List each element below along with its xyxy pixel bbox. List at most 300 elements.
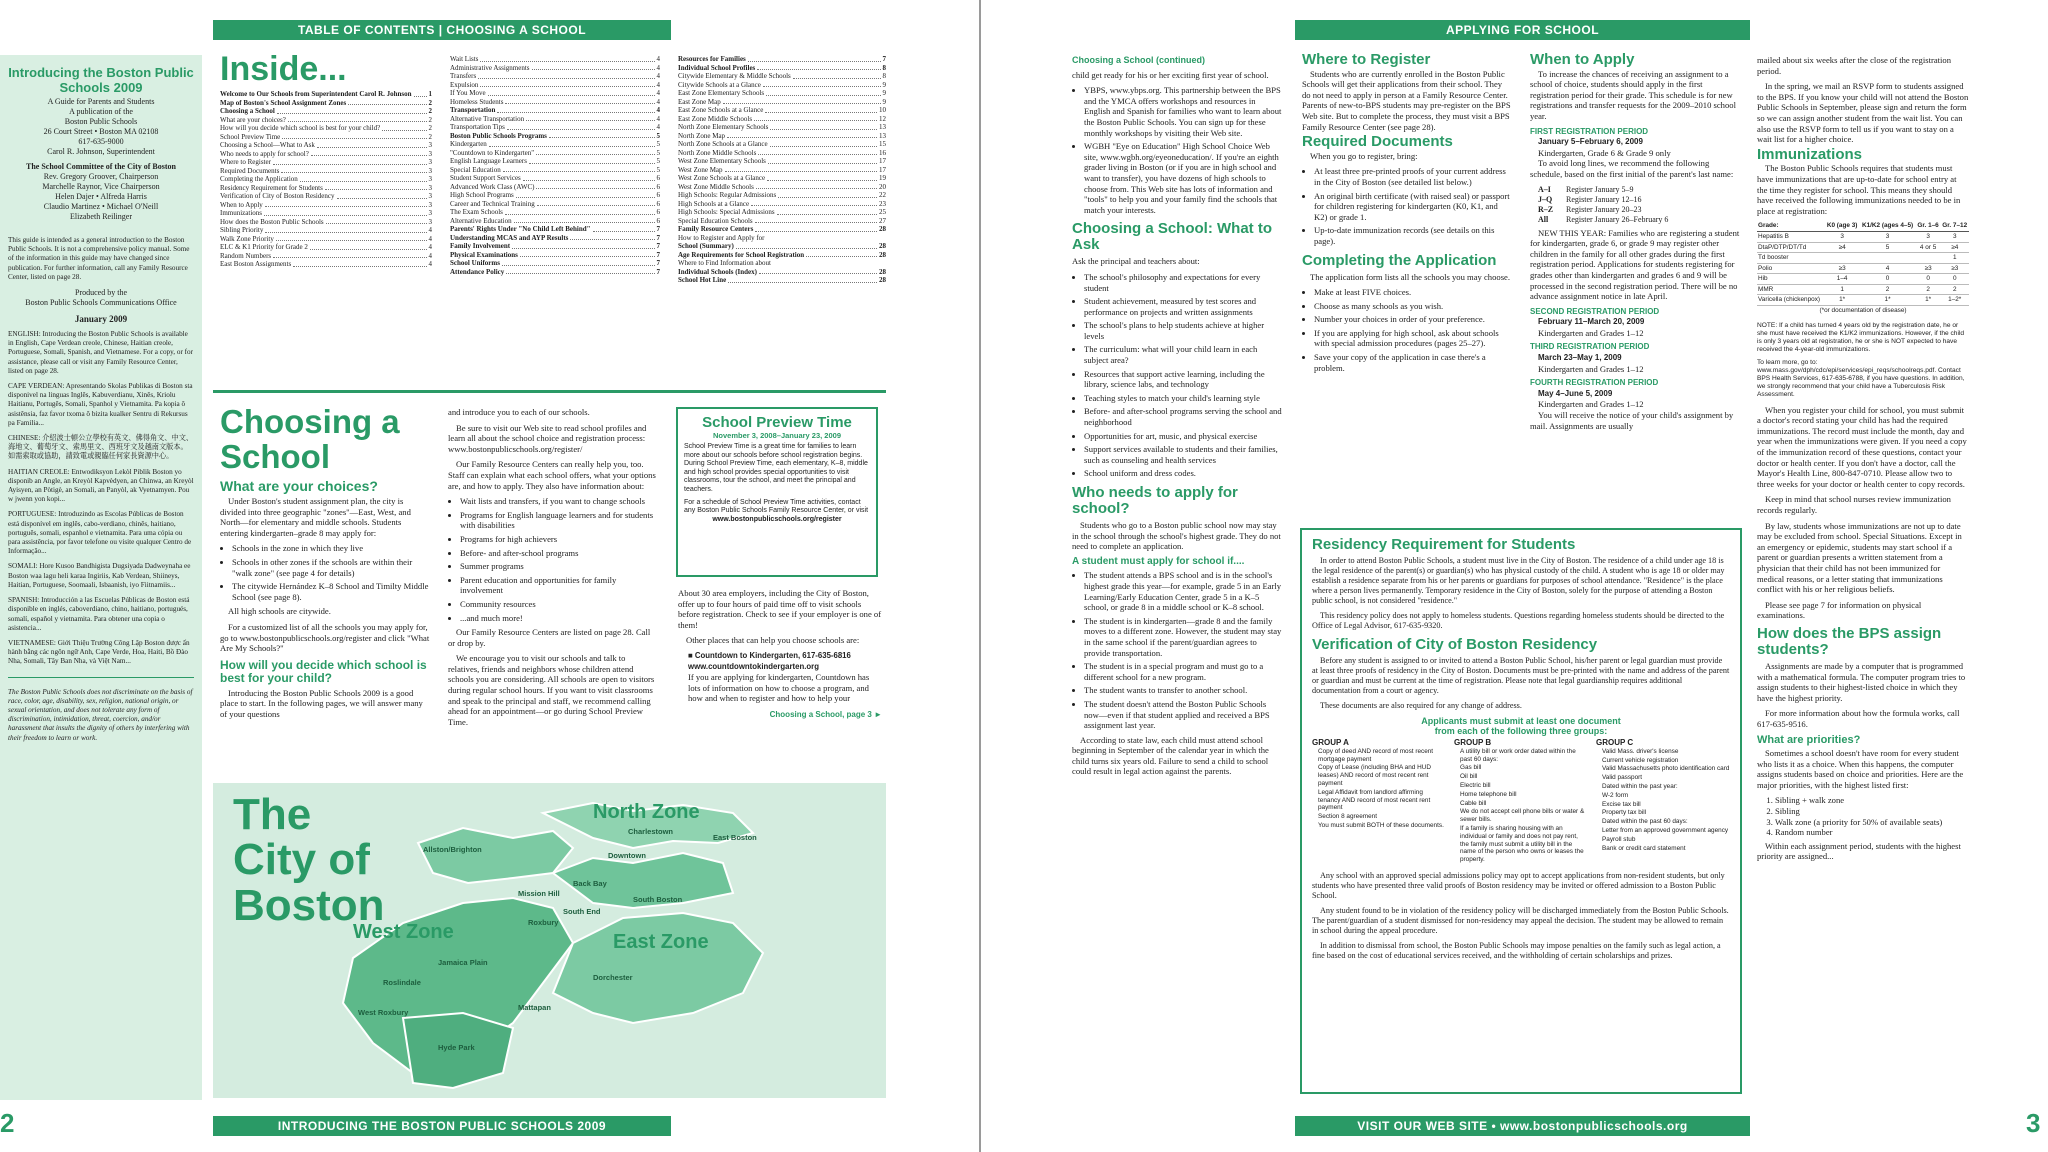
document-group-item: Dated within the past 60 days: (1602, 818, 1688, 826)
toc-leader-dots (759, 268, 877, 275)
toc-leader-dots (723, 98, 881, 105)
toc-entry[interactable] (220, 252, 432, 261)
toc-entry-title: Transportation Tips (450, 123, 505, 131)
toc-entry-page: 6 (656, 216, 660, 225)
toc-leader-dots (755, 217, 877, 224)
toc-entry[interactable] (678, 123, 886, 132)
far-paragraph: mailed about six weeks after the close of the registration period. (1757, 55, 1952, 76)
toc-entry[interactable] (450, 183, 660, 192)
far-paragraph: By law, students whose immunizations are not up to date may be excluded from school. Special Situations. Except in an emergency or epidemic, students may start school if a parent or guardian presents a written statement from a physician that their child has not been immunized for medical reasons, or a letter stating that immunizations conflict with his or her religious beliefs. (1757, 520, 1962, 595)
must-apply-item: • The student attends a BPS school and is in the school's highest grade this year—for example, grade 5 in an Early Learning/Early Education Center, grade 5 in a K–5 school, or grade 8 in a middle school or K–8 school. (1084, 570, 1282, 612)
toc-entry-page: 28 (879, 250, 886, 259)
toc-column-3 (678, 55, 886, 285)
toc-entry-title: Individual School Profiles (678, 63, 756, 72)
document-group (1596, 739, 1730, 865)
toc-entry-title: North Zone Schools at a Glance (678, 140, 768, 148)
continued-link[interactable]: Choosing a School, page 3 ► (769, 709, 882, 719)
toc-entry-page: 2 (428, 124, 432, 132)
immunization-cell: 3 (1859, 231, 1915, 242)
toc-entry[interactable] (450, 72, 660, 81)
toc-entry-page: 28 (879, 225, 886, 233)
toc-entry[interactable] (678, 72, 886, 81)
toc-entry-title: Alternative Education (450, 216, 512, 225)
toc-entry[interactable] (678, 174, 886, 183)
immunizations-paragraph: The Boston Public Schools requires that students must have immunizations that are up-to-date for school entry at the time they register for school. This means they should have received the following immunizations needed to be in place at registration: (1757, 163, 1961, 216)
immunization-cell (1859, 253, 1915, 264)
toc-entry-page: 7 (656, 233, 660, 242)
toc-leader-dots (497, 106, 654, 113)
toc-entry[interactable] (678, 234, 886, 243)
choosing-column-2 (448, 407, 658, 732)
toc-leader-dots (755, 225, 877, 232)
toc-entry[interactable] (678, 115, 886, 124)
toc-entry[interactable] (450, 157, 660, 166)
toc-entry[interactable] (678, 132, 886, 141)
toc-entry[interactable] (220, 192, 432, 201)
map-title-line: The (233, 790, 312, 839)
toc-entry[interactable] (450, 123, 660, 132)
toc-entry[interactable] (220, 201, 432, 210)
toc-leader-dots (293, 260, 426, 267)
choosing-title-line1: Choosing a (220, 403, 400, 440)
preview-url[interactable]: www.bostonpublicschools.org/register (712, 515, 842, 523)
sidebar-title: Introducing the Boston Public Schools 2009 (8, 65, 194, 95)
countdown-title: ■ Countdown to Kindergarten, 617-635-6816 (688, 650, 851, 660)
sidebar-line: A Guide for Parents and Students (47, 97, 155, 106)
schedule-dates: Register January 26–February 6 (1566, 214, 1669, 224)
toc-entry[interactable] (678, 208, 886, 217)
toc-entry[interactable] (450, 200, 660, 209)
toc-entry[interactable] (220, 243, 432, 252)
toc-entry[interactable] (678, 55, 886, 64)
residency-box (1300, 528, 1742, 1094)
toc-leader-dots (382, 124, 426, 131)
toc-entry[interactable] (450, 81, 660, 90)
toc-entry-page: 4 (656, 63, 660, 72)
toc-entry[interactable] (678, 106, 886, 115)
toc-leader-dots (317, 141, 427, 148)
continued-column (1072, 55, 1282, 782)
sidebar-rule (8, 677, 194, 678)
immunization-cell: 3 (1825, 231, 1860, 242)
toc-leader-dots (536, 183, 654, 190)
sidebar-date: January 2009 (74, 314, 128, 325)
left-footer-bar: INTRODUCING THE BOSTON PUBLIC SCHOOLS 2009 (213, 1116, 671, 1136)
what-to-ask-heading: Choosing a School: What to Ask (1072, 220, 1272, 254)
immunization-row (1757, 231, 1969, 242)
toc-entry[interactable] (450, 225, 660, 234)
toc-entry-page: 7 (882, 55, 886, 63)
document-group-item: Excise tax bill (1602, 800, 1641, 808)
far-paragraph: When you register your child for school, you must submit a doctor's record stating your child has had the required immunizations. The record must include the month, day and year when the immunizations were given. If you need a copy of the immunization record of these questions, contact your doctor or health center. If you don't have a doctor, call the Mayor's Health Line, 800-847-0710. Please allow two to three weeks for your doctor or health center to copy records. (1757, 404, 1967, 489)
residency-paragraph: This residency policy does not apply to homeless students. Questions regarding homeless students should be directed to the Office of Legal Advisor, 617-635-9320. (1312, 611, 1725, 630)
document-group-item: You must submit BOTH of these documents. (1318, 821, 1444, 829)
toc-entry[interactable] (220, 167, 432, 176)
toc-entry-title: Age Requirements for School Registration (678, 250, 805, 259)
schedule-dates: Register January 5–9 (1566, 184, 1634, 194)
immunization-cell: 2 (1940, 284, 1969, 295)
language-note: SPANISH: Introducción a las Escuelas Públicas de Boston está disponible en inglés, caboverdiano, chino, haitiano, portugués, somalí, español y vietnamita. Para obtener una copia o asistencia... (8, 596, 190, 632)
toc-leader-dots (264, 209, 427, 216)
toc-column-2 (450, 55, 660, 276)
toc-entry[interactable] (678, 242, 886, 251)
toc-entry[interactable] (678, 166, 886, 175)
toc-entry[interactable] (220, 99, 432, 108)
document-item: • Up-to-date immunization records (see details on this page). (1314, 225, 1512, 246)
toc-leader-dots (326, 218, 427, 225)
toc-entry-title: What are your choices? (220, 115, 286, 124)
toc-entry[interactable] (678, 89, 886, 98)
immunization-cell: ≥3 (1916, 263, 1941, 274)
language-note: SOMALI: Hore Kusoo Bandhigista Dugsiyada Dadweynaha ee Boston waa lagu heli karaa Ingiriis, Kab Verdean, Shiineys, Haitian, Portuguese, Soomaali, Isbaanish, iyo Fiitnamiis... (8, 562, 191, 589)
toc-leader-dots (414, 90, 427, 97)
toc-entry[interactable] (220, 235, 432, 244)
toc-entry-page: 4 (428, 234, 432, 243)
immunization-cell: 0 (1916, 274, 1941, 285)
document-item: • An original birth certificate (with raised seal) or passport for children registering for kindergarten (K0, K1, and K2) or grade 1. (1314, 191, 1512, 223)
toc-divider (213, 390, 886, 393)
right-header-bar: APPLYING FOR SCHOOL (1295, 20, 1750, 40)
immunization-cell: 0 (1859, 274, 1915, 285)
must-apply-heading: A student must apply for school if.... (1072, 555, 1245, 567)
toc-entry-title: Career and Technical Training (450, 199, 535, 208)
when-paragraph: To increase the chances of receiving an assignment to a school of choice, students should apply in the first registration period for their grade. This schedule is for new registrations and transfer requests for the 2009–2010 school year. (1530, 68, 1736, 121)
toc-leader-dots (520, 251, 655, 258)
toc-leader-dots (736, 242, 877, 249)
map-neighborhood-label: Roslindale (383, 978, 421, 987)
toc-entry-title: Special Education Schools (678, 216, 753, 225)
who-applies-paragraph: Students who go to a Boston public school now may stay in the school through the school's highest grade. They do not need to complete an application. (1072, 520, 1281, 552)
right-footer-bar: VISIT OUR WEB SITE • www.bostonpublicschools.org (1295, 1116, 1750, 1136)
preview-title: School Preview Time (702, 414, 852, 431)
priority-item: 3. Walk zone (a priority for 50% of available seats) (1775, 817, 1969, 828)
toc-entry[interactable] (450, 251, 660, 260)
toc-entry-title: High Schools: Regular Admissions (678, 191, 777, 199)
far-paragraph: In the spring, we mail an RSVP form to students assigned to the BPS. If you know your child will not attend the Boston Public Schools in September, please sign and return the form so we can assign another student from the wait list. You can also use the RSVP form to tell us if you want to stay on a wait list for a higher choice. (1757, 81, 1969, 145)
map-region-east (553, 913, 763, 1023)
toc-leader-dots (502, 259, 655, 266)
toc-entry-title: "Countdown to Kindergarten" (450, 148, 535, 157)
decide-heading: How will you decide which school is best for your child? (220, 657, 427, 685)
toc-entry[interactable] (678, 276, 886, 285)
toc-entry[interactable] (450, 149, 660, 158)
toc-entry-page: 7 (656, 242, 660, 250)
toc-entry[interactable] (678, 149, 886, 158)
groups-heading: from each of the following three groups: (1434, 726, 1608, 736)
immunization-cell: 1* (1859, 295, 1915, 306)
toc-entry-title: Expulsion (450, 80, 479, 89)
toc-entry-page: 3 (428, 149, 432, 158)
choices-paragraph: Under Boston's student assignment plan, the city is divided into three geographic "zones"—East, West, and North—for elementary and middle schools. Students entering kindergarten–grade 8 may apply for: (220, 496, 411, 538)
toc-entry-title: Student Support Services (450, 174, 521, 182)
toc-entry[interactable] (220, 260, 432, 269)
document-group-item: Copy of Lease (including BHA and HUD leases) AND record of most recent rent payment (1318, 764, 1431, 787)
schedule-dates: Register January 20–23 (1566, 204, 1642, 214)
immunization-cell: 1–2* (1940, 295, 1969, 306)
learn-more-note: To learn more, go to: www.mass.gov/dph/cdc/epi/services/epi_reqs/schoolreqs.pdf. Contact BPS Health Services, 617-635-6788, if you have questions. In addition, we strongly recommend that your child have a Tuberculosis Risk Assessment. (1757, 358, 1965, 398)
toc-entry-page: 7 (656, 225, 660, 233)
application-item: • Number your choices in order of your preference. (1314, 314, 1512, 325)
immunization-cell: 4 or 5 (1916, 242, 1941, 253)
toc-entry[interactable] (450, 106, 660, 115)
toc-entry[interactable] (678, 259, 886, 268)
toc-entry[interactable] (450, 234, 660, 243)
toc-entry[interactable] (220, 116, 432, 125)
toc-entry-page: 4 (656, 89, 660, 97)
language-note: HAITIAN CREOLE: Entwodiksyon Lekòl Piblik Boston yo disponib an Angle, an Kreyòl Kapvèdyen, an Chinwa, an Kreyòl Ayisyen, an Pòtigè, an Somali, an Panyòl, ak Vyetnamyen. Pou w jwenn yon kopi... (8, 467, 194, 504)
toc-entry[interactable] (450, 174, 660, 183)
col2-paragraph: Our Family Resource Centers are listed on page 28. Call or drop by. (448, 627, 651, 648)
toc-entry[interactable] (220, 184, 432, 193)
resource-item: • Before- and after-school programs (460, 548, 658, 559)
toc-entry[interactable] (220, 124, 432, 133)
toc-entry-title: West Zone Schools at a Glance (678, 174, 766, 182)
assignment-notice: You will receive the notice of your child's assignment by mail. Assignments are usually (1530, 410, 1734, 431)
toc-leader-dots (756, 183, 877, 190)
immunization-cell: 4 (1859, 263, 1915, 274)
must-apply-item: • The student doesn't attend the Boston Public Schools now—even if that student applied and received a BPS assignment last year. (1084, 699, 1282, 731)
choice-item: • Schools in other zones if the schools are within their "walk zone" (see page 4 for details) (232, 557, 430, 578)
right-page-number: 3 (2026, 1108, 2041, 1138)
toc-leader-dots (751, 200, 877, 207)
toc-entry-title: West Zone Middle Schools (678, 182, 754, 191)
toc-entry[interactable] (678, 200, 886, 209)
toc-entry[interactable] (450, 217, 660, 226)
immunization-cell: 0 (1940, 274, 1969, 285)
toc-entry-title: East Zone Schools at a Glance (678, 106, 764, 114)
toc-entry-page: 9 (882, 97, 886, 106)
register-paragraph: Students who are currently enrolled in the Boston Public Schools will get their applications from their school. They do not need to apply in person at a Family Resource Center. Parents of new-to-BPS students may pre-register on the BPS Web site. But to complete the process, they must visit a BPS Family Resource Center (see page 28). (1302, 68, 1511, 132)
toc-entry[interactable] (678, 268, 886, 277)
col2-paragraph: Be sure to visit our Web site to read school profiles and learn all about the school choice and registration process: www.bostonpublicschools.org/register/ (448, 422, 647, 454)
toc-entry[interactable] (220, 107, 432, 116)
toc-entry[interactable] (450, 166, 660, 175)
toc-entry-title: High Schools at a Glance (678, 199, 750, 208)
map-neighborhood-label: Back Bay (573, 879, 607, 888)
toc-entry[interactable] (220, 150, 432, 159)
toc-entry[interactable] (450, 89, 660, 98)
immunization-header-cell: K1/K2 (ages 4–5) (1859, 221, 1915, 231)
toc-leader-dots (505, 208, 655, 215)
assign-paragraph: For more information about how the formula works, call 617-635-9516. (1757, 708, 1960, 729)
toc-entry-title: Map of Boston's School Assignment Zones (220, 98, 347, 107)
toc-entry-title: Wait Lists (450, 55, 479, 63)
toc-entry[interactable] (450, 191, 660, 200)
fourth-period-dates: May 4–June 5, 2009 (1538, 388, 1613, 398)
toc-entry-page: 13 (879, 131, 886, 140)
choosing-title-line2: School (220, 438, 331, 475)
toc-entry[interactable] (450, 259, 660, 268)
immunization-cell: Varicella (chickenpox) (1757, 295, 1825, 306)
toc-leader-dots (300, 175, 427, 182)
toc-entry[interactable] (450, 242, 660, 251)
application-item: • Make at least FIVE choices. (1314, 287, 1512, 298)
toc-entry-page: 4 (428, 243, 432, 251)
ask-item: • Resources that support active learning, including the library, science labs, and technology (1084, 369, 1282, 390)
choices-heading: What are your choices? (220, 478, 378, 494)
immunization-cell: Hib (1757, 274, 1825, 285)
toc-entry[interactable] (450, 98, 660, 107)
toc-entry-page: 6 (656, 208, 660, 216)
preview-dates: November 3, 2008–January 23, 2009 (712, 431, 841, 440)
immunization-cell: ≥4 (1940, 242, 1969, 253)
toc-entry-title: Physical Examinations (450, 250, 518, 259)
toc-entry-page: 19 (879, 174, 886, 182)
boston-zone-map (213, 783, 886, 1098)
toc-entry[interactable] (450, 55, 660, 64)
far-paragraph: Keep in mind that school nurses review immunization records regularly. (1757, 494, 1951, 515)
toc-entry-page: 5 (656, 131, 660, 140)
document-group-item: We do not accept cell phone bills or water & sewer bills. (1460, 808, 1585, 824)
schedule-letters: R–Z (1538, 204, 1554, 214)
immunization-cell: 2 (1859, 284, 1915, 295)
toc-entry-page: 3 (428, 217, 432, 226)
document-item: • At least three pre-printed proofs of your current address in the City of Boston (see detailed list below.) (1314, 166, 1512, 187)
col3-paragraph: Other places that can help you choose schools are: (686, 635, 860, 646)
toc-leader-dots (537, 200, 655, 207)
immunization-row (1757, 242, 1969, 253)
toc-entry[interactable] (220, 141, 432, 150)
toc-entry-title: North Zone Map (678, 131, 726, 140)
toc-entry[interactable] (678, 64, 886, 73)
priority-item: 1. Sibling + walk zone (1775, 795, 1969, 806)
immunization-row (1757, 284, 1969, 295)
toc-entry-title: How to Register and Apply for (678, 233, 765, 242)
toc-entry-title: Choosing a School (220, 107, 275, 115)
toc-entry-title: School Preview Time (220, 132, 281, 141)
toc-entry-title: Choosing a School—What to Ask (220, 141, 315, 149)
countdown-url[interactable]: www.countdowntokindergarten.org (688, 661, 819, 671)
toc-entry[interactable] (678, 225, 886, 234)
schedule-row (1538, 195, 1742, 205)
choosing-column-3 (678, 588, 882, 721)
document-group-item: Cable bill (1460, 799, 1487, 807)
toc-entry-page: 5 (656, 165, 660, 174)
schedule-dates: Register January 12–16 (1566, 194, 1642, 204)
toc-entry-title: High Schools: Special Admissions (678, 208, 775, 216)
choosing-column-1 (220, 404, 430, 725)
resource-item: • Summer programs (460, 561, 658, 572)
language-note: ENGLISH: Introducing the Boston Public Schools is available in English, Cape Verdean creole, Chinese, Haitian creole, Portuguese, Somali, Spanish, and Vietnamese. For a copy, or for assistance, please call or visit any Family Resource Center, listed on page 28. (8, 330, 194, 375)
toc-entry-page: 3 (428, 141, 432, 149)
toc-entry[interactable] (678, 217, 886, 226)
map-neighborhood-label: Allston/Brighton (423, 845, 482, 854)
toc-entry[interactable] (678, 191, 886, 200)
toc-leader-dots (770, 123, 877, 130)
toc-entry[interactable] (220, 209, 432, 218)
document-group-item: Copy of deed AND record of most recent mortgage payment (1318, 747, 1434, 763)
preview-body-2: For a schedule of School Preview Time activities, contact any Boston Public Schools Family Resource Center, or visit (684, 498, 869, 515)
toc-entry[interactable] (678, 140, 886, 149)
document-group-item: Home telephone bill (1460, 790, 1517, 798)
toc-entry[interactable] (450, 268, 660, 277)
toc-entry[interactable] (450, 132, 660, 141)
sidebar-panel (0, 55, 202, 1100)
toc-entry[interactable] (678, 157, 886, 166)
toc-entry-title: Walk Zone Priority (220, 234, 274, 243)
residency-paragraph: In order to attend Boston Public Schools, a student must live in the City of Boston. The residence of a child under age 18 is the legal residence of the parent(s) or guardian(s) who has physical custody of the child. A student who is age 18 or older may establish a residence separate from his or her parents or guardians for purposes of school attendance. "Residence" is the place where a person lives permanently. Temporary residence in the City of Boston, solely for the purpose of attending a Boston public school, is not considered "residence." (1312, 556, 1725, 605)
immunization-cell: ≥3 (1825, 263, 1860, 274)
toc-leader-dots (767, 174, 877, 181)
third-period-heading: THIRD REGISTRATION PERIOD (1530, 342, 1650, 352)
toc-entry-title: Homeless Students (450, 97, 504, 106)
toc-leader-dots (529, 157, 655, 164)
toc-entry[interactable] (220, 218, 432, 227)
toc-entry[interactable] (678, 81, 886, 90)
fourth-period-heading: FOURTH REGISTRATION PERIOD (1530, 378, 1659, 388)
toc-entry-title: Attendance Policy (450, 267, 505, 276)
application-item: • Save your copy of the application in case there's a problem. (1314, 352, 1512, 373)
preview-body: School Preview Time is a great time for families to learn more about our schools before school registration begins. During School Preview Time, each elementary, K–8, middle and high school provides special opportunities to visit classrooms, tour the school, and meet the principal and teachers. (684, 443, 868, 493)
map-neighborhood-label: Hyde Park (438, 1043, 475, 1052)
toc-entry-page: 5 (656, 148, 660, 157)
verification-paragraph: Before any student is assigned to or invited to attend a Boston Public School, his/her parent or legal guardian must provide at least three proofs of residency in the City of Boston. Documents must be pre-printed with the name and address of the parent or guardian and must be current at the time of registration. Please note that legal guardianship requires additional documentation from a court or agency. (1312, 656, 1730, 695)
far-paragraph: Please see page 7 for information on physical examinations. (1757, 599, 1922, 621)
map-title-line: City of (233, 835, 370, 884)
immunization-age-note: NOTE: If a child has turned 4 years old by the registration date, he or she must have received the K1/K2 immunizations. However, if the child is only 3 years old at registration, he or she is NOT expected to have received the 4-year-old immunizations. (1757, 321, 1965, 353)
schedule-letters: All (1538, 214, 1549, 224)
col3-paragraph: About 30 area employers, including the City of Boston, offer up to four hours of paid time off to visit schools before registration. Check to see if your employer is one of them! (678, 588, 882, 630)
toc-entry-title: Citywide Elementary & Middle Schools (678, 72, 791, 80)
toc-entry[interactable] (450, 64, 660, 73)
resource-link-item: • WGBH "Eye on Education" High School Choice Web site, www.wgbh.org/eyeoneducation/. If you're an eighth grader living in Boston (or if you are in high school and want to transfer), you have dozens of high schools to choose from. This Web site has lots of information and "tools" to help you and your family find the schools that match your interests. (1084, 141, 1282, 215)
residency-after: Any student found to be in violation of the residency policy will be discharged immediately from the Boston Public Schools. The parent/guardian of a student dismissed for non-residency may appeal the decision. The student may be allowed to remain in school during the appeal procedure. (1312, 905, 1729, 935)
toc-entry[interactable] (678, 98, 886, 107)
immunization-column (1757, 55, 1969, 867)
language-note: CHINESE: 介紹波士頓公立學校有英文、佛得角文、中文、海地文、葡萄牙文、索馬里文、西班牙文及越南文版本。如需索取或協助，請致電或親臨任何家長資源中心。 (8, 434, 194, 461)
toc-entry-title: If You Move (450, 89, 486, 97)
toc-entry-title: Boston Public Schools Programs (450, 131, 547, 140)
left-page-number: 2 (0, 1108, 15, 1138)
toc-entry-title: Transfers (450, 72, 477, 80)
toc-leader-dots (337, 192, 427, 199)
toc-entry-page: 3 (428, 192, 432, 200)
toc-leader-dots (503, 166, 655, 173)
map-title-line: Boston (233, 881, 385, 930)
sidebar-line: Carol R. Johnson, Superintendent (47, 147, 155, 156)
toc-entry[interactable] (450, 115, 660, 124)
produced-by-office: Boston Public Schools Communications Office (25, 298, 177, 308)
toc-entry[interactable] (220, 158, 432, 167)
toc-entry[interactable] (220, 226, 432, 235)
toc-entry[interactable] (678, 183, 886, 192)
toc-leader-dots (532, 64, 655, 71)
map-neighborhood-label: East Boston (713, 833, 757, 842)
immunization-cell: 1* (1825, 295, 1860, 306)
toc-entry[interactable] (450, 140, 660, 149)
toc-entry[interactable] (220, 90, 432, 99)
second-period-heading: SECOND REGISTRATION PERIOD (1530, 306, 1660, 316)
immunization-cell: ≥3 (1940, 263, 1969, 274)
application-item: • Choose as many schools as you wish. (1314, 301, 1512, 312)
toc-entry[interactable] (220, 175, 432, 184)
toc-entry-title: East Zone Middle Schools (678, 114, 753, 123)
toc-entry-page: 8 (882, 72, 886, 80)
toc-leader-dots (512, 242, 654, 249)
immunization-row (1757, 274, 1969, 285)
toc-entry[interactable] (220, 133, 432, 142)
required-documents-heading: Required Documents (1302, 133, 1453, 151)
toc-entry-page: 4 (428, 260, 432, 268)
toc-entry[interactable] (450, 208, 660, 217)
toc-leader-dots (549, 132, 655, 139)
application-item: • If you are applying for high school, ask about schools with special admission procedures (pages 25–27). (1314, 328, 1512, 349)
document-group-item: Gas bill (1460, 764, 1482, 772)
toc-entry-page: 3 (428, 209, 432, 217)
toc-entry[interactable] (678, 251, 886, 260)
immunization-header-cell: K0 (age 3) (1825, 221, 1860, 231)
toc-entry-title: East Zone Map (678, 97, 721, 106)
